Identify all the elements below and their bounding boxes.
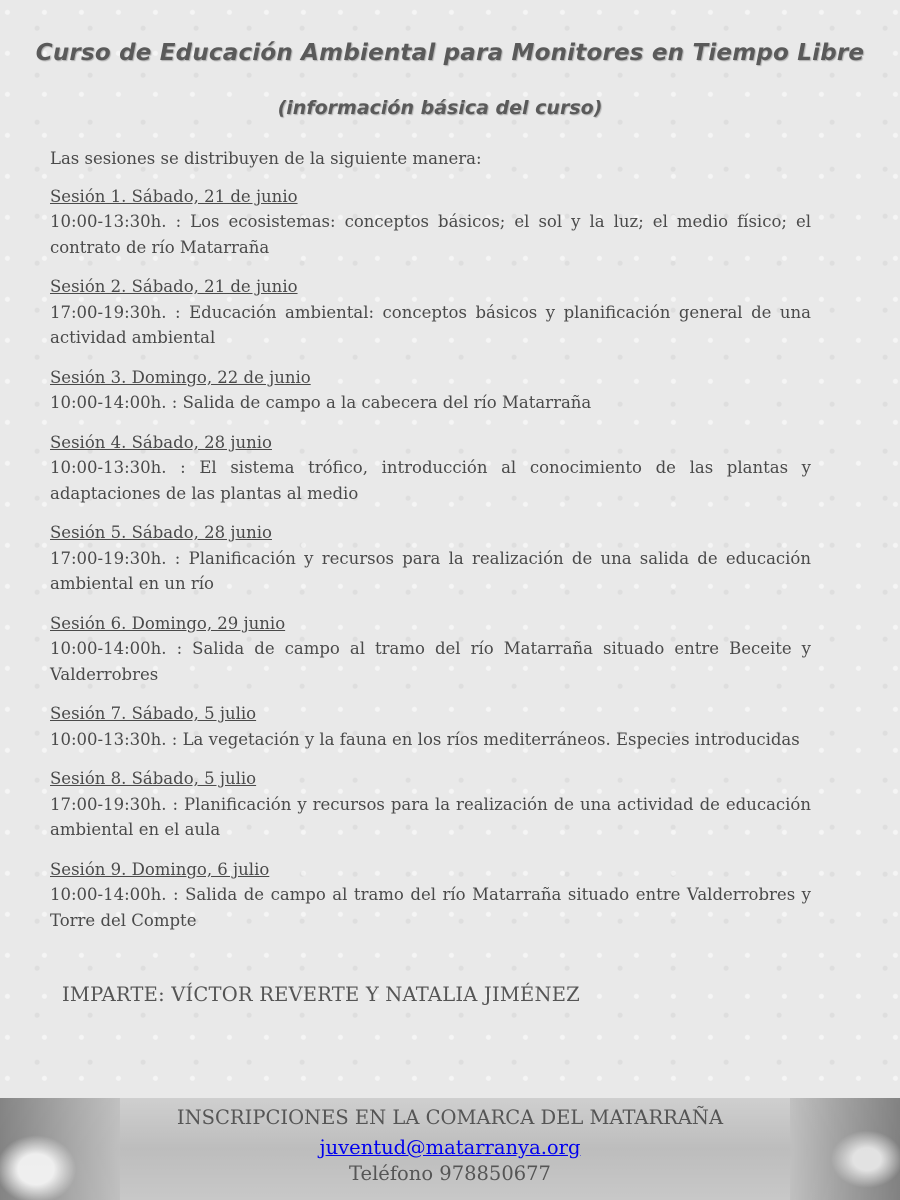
- footer-banner: [0, 1098, 900, 1200]
- session-item: [50, 857, 811, 934]
- session-item: [50, 184, 811, 261]
- email-link[interactable]: juventud@matarranya.org: [319, 1136, 581, 1159]
- session-description: 10:00-14:00h. : Salida de campo al tramo del río Matarraña situado entre Beceite y Valderrobres: [50, 639, 811, 684]
- session-item: [50, 701, 811, 752]
- session-list: [50, 146, 811, 947]
- intro-text: Las sesiones se distribuyen de la siguiente manera:: [50, 149, 482, 168]
- session-item: [50, 611, 811, 688]
- session-description: 10:00-14:00h. : Salida de campo al tramo del río Matarraña situado entre Valderrobres y Torre del Compte: [50, 885, 811, 930]
- session-description: 17:00-19:30h. : Planificación y recursos para la realización de una actividad de educación ambiental en el aula: [50, 794, 811, 839]
- session-item: [50, 766, 811, 843]
- registration-heading: INSCRIPCIONES EN LA COMARCA DEL MATARRAÑA: [176, 1106, 724, 1129]
- page-title: Curso de Educación Ambiental para Monitores en Tiempo Libre: [35, 40, 865, 66]
- session-item: [50, 520, 811, 597]
- session-title: Sesión 5. Sábado, 28 junio: [50, 523, 272, 542]
- session-description: 17:00-19:30h. : Planificación y recursos para la realización de una salida de educación ambiental en un río: [50, 548, 811, 593]
- phone-line: Teléfono 978850677: [349, 1162, 551, 1185]
- session-item: [50, 274, 811, 351]
- session-item: [50, 430, 811, 507]
- page-subtitle: (información básica del curso): [277, 97, 603, 119]
- session-description: 10:00-14:00h. : Salida de campo a la cabecera del río Matarraña: [50, 393, 592, 412]
- session-title: Sesión 9. Domingo, 6 julio: [50, 859, 270, 879]
- session-title: Sesión 3. Domingo, 22 de junio: [50, 367, 311, 387]
- email-line: [0, 1136, 900, 1159]
- instructors-line: IMPARTE: VÍCTOR REVERTE Y NATALIA JIMÉNEZ: [62, 983, 580, 1006]
- session-item: [50, 365, 811, 416]
- session-description: 10:00-13:30h. : La vegetación y la fauna en los ríos mediterráneos. Especies introducidas: [50, 729, 800, 749]
- session-description: 10:00-13:30h. : Los ecosistemas: conceptos básicos; el sol y la luz; el medio físico; el contrato de río Matarraña: [50, 212, 811, 257]
- session-title: Sesión 4. Sábado, 28 junio: [50, 432, 272, 452]
- session-title: Sesión 1. Sábado, 21 de junio: [50, 186, 298, 206]
- session-title: Sesión 2. Sábado, 21 de junio: [50, 277, 298, 296]
- session-title: Sesión 6. Domingo, 29 junio: [50, 613, 286, 633]
- session-description: 17:00-19:30h. : Educación ambiental: conceptos básicos y planificación general de una actividad ambiental: [50, 302, 811, 347]
- session-description: 10:00-13:30h. : El sistema trófico, introducción al conocimiento de las plantas y adaptaciones de las plantas al medio: [50, 458, 811, 503]
- session-title: Sesión 7. Sábado, 5 julio: [50, 704, 257, 723]
- session-title: Sesión 8. Sábado, 5 julio: [50, 769, 257, 788]
